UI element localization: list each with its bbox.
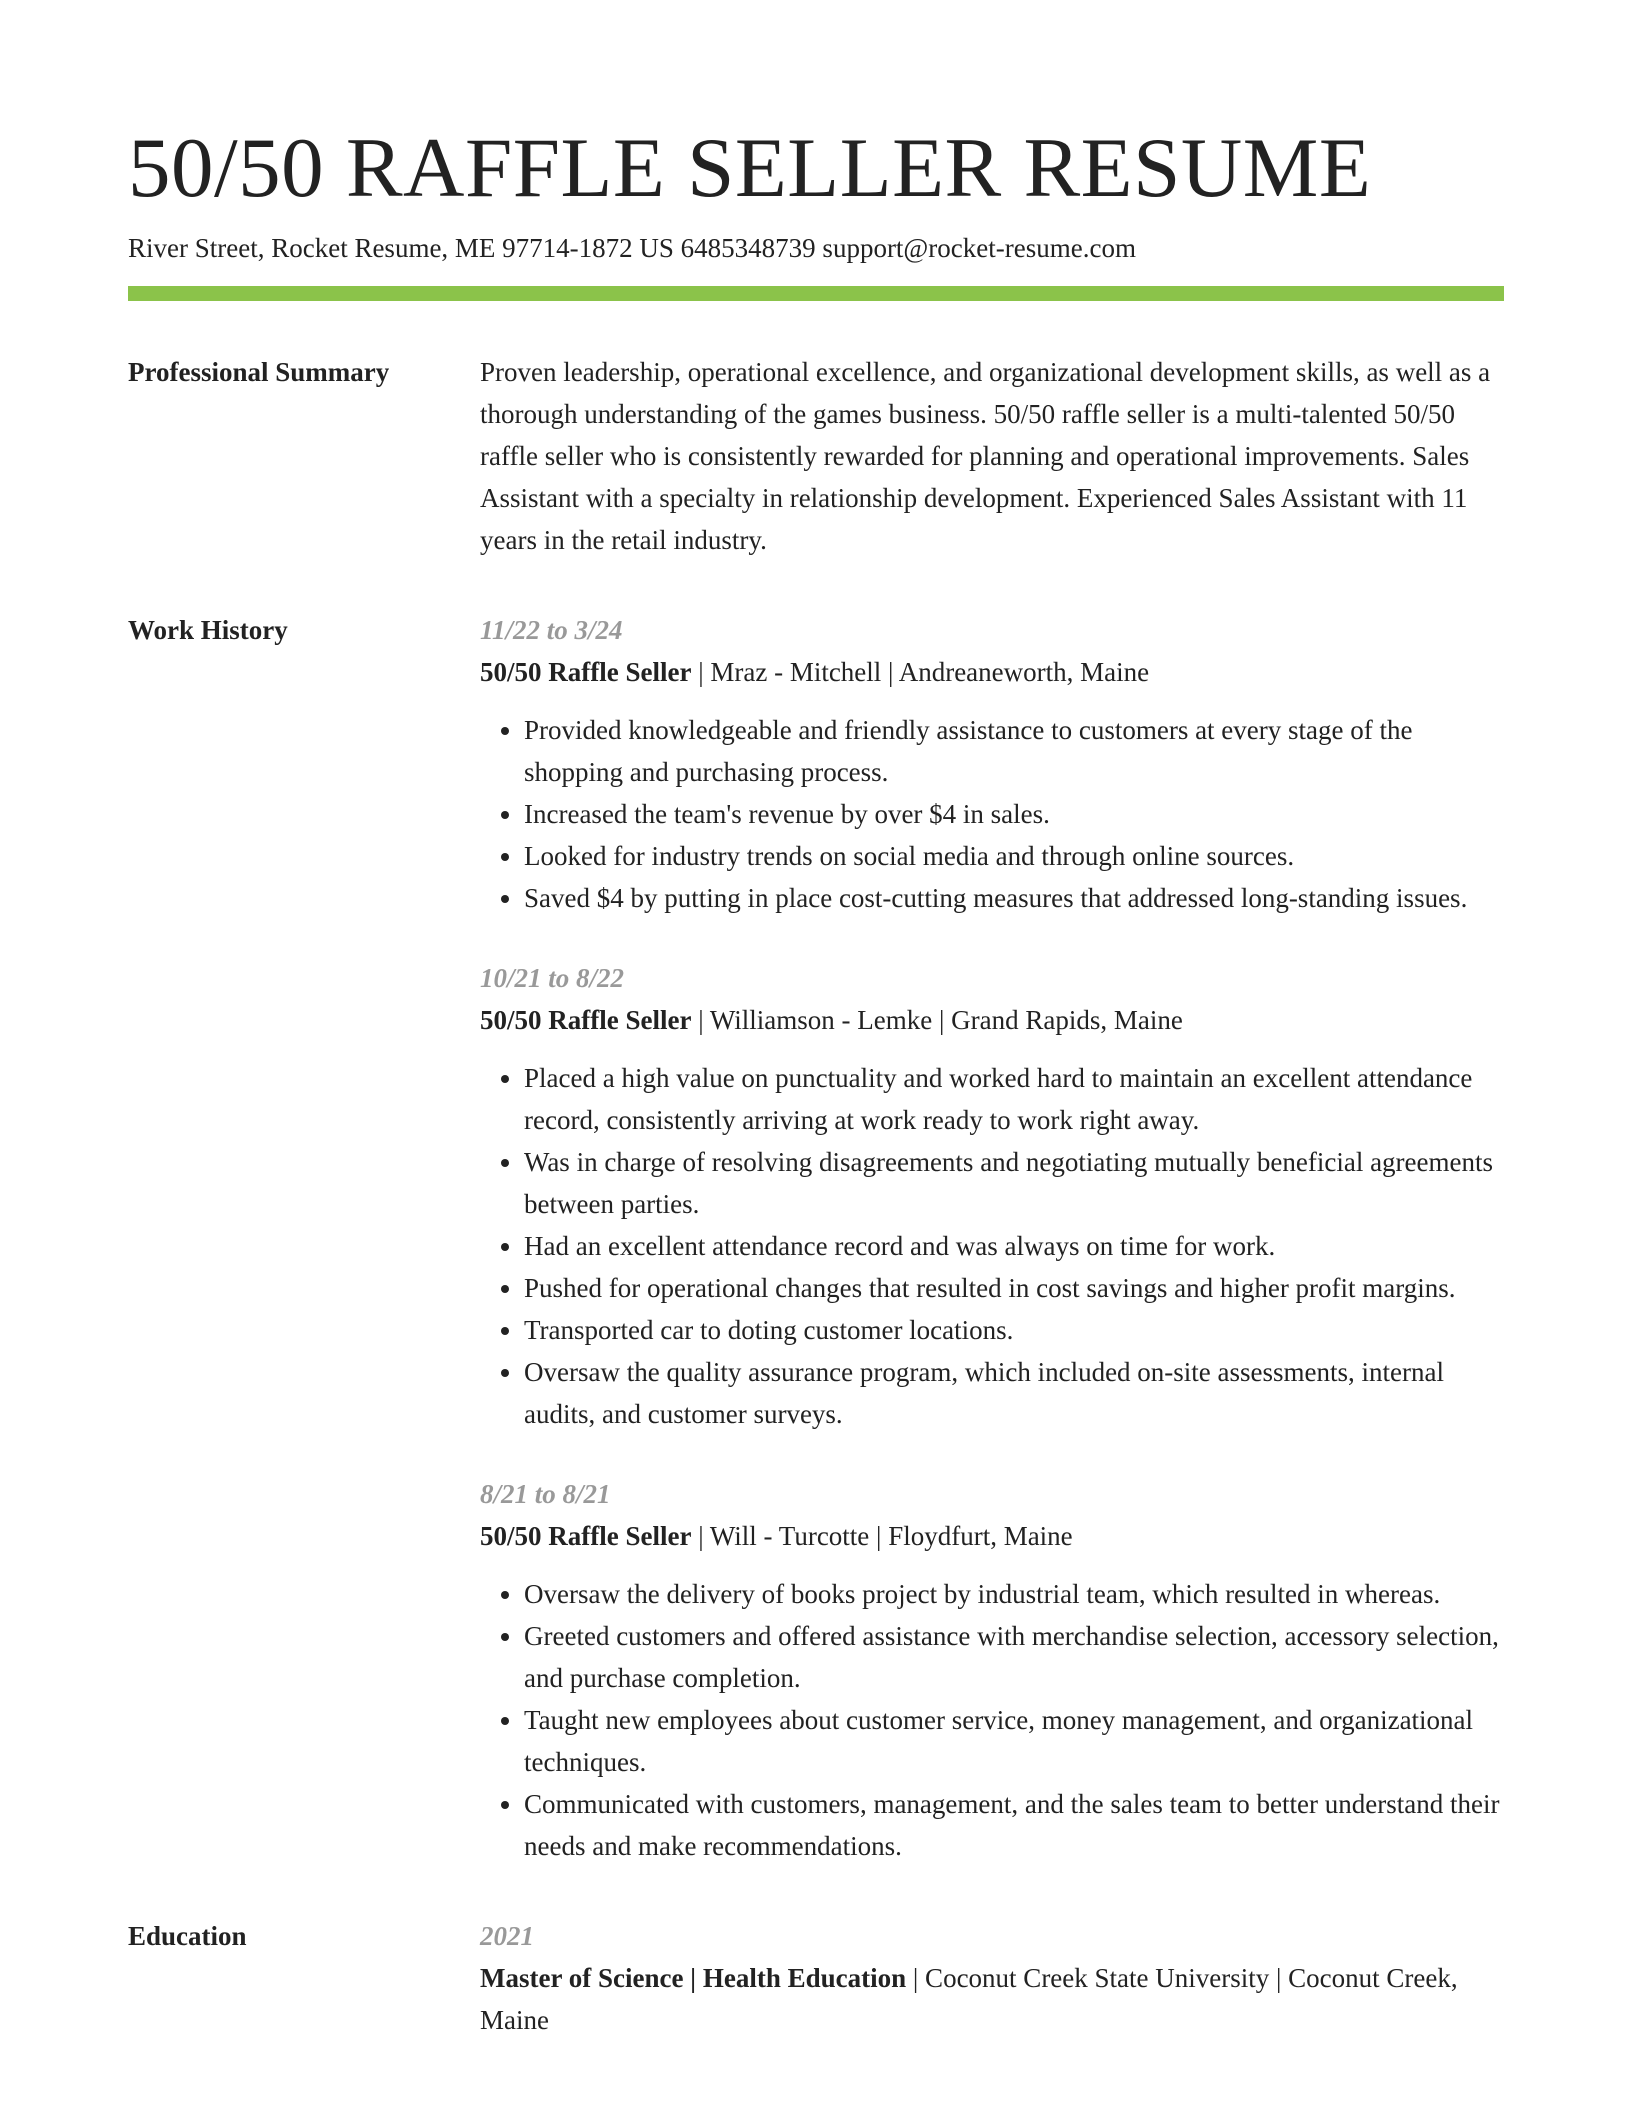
education-degree: Master of Science | Health Education — [480, 1963, 907, 1993]
job-entry — [480, 1473, 1504, 1867]
accent-divider — [128, 286, 1504, 301]
page-title: 50/50 RAFFLE SELLER RESUME — [128, 121, 1372, 215]
section-label-work-history: Work History — [128, 615, 288, 645]
job-role: 50/50 Raffle Seller — [480, 657, 692, 687]
job-details: | Williamson - Lemke | Grand Rapids, Maine — [691, 1005, 1183, 1035]
summary-section — [128, 351, 1504, 561]
education-line — [480, 1957, 1504, 2041]
job-bullets — [480, 709, 1504, 919]
summary-text: Proven leadership, operational excellence, and organizational development skills, as well as a thorough understanding of the games business. 50/50 raffle seller is a multi-talented 50/50 raffle seller who is consistently rewarded for planning and operational improvements. Sales Assistant with a specialty in relationship development. Experienced Sales Assistant with 11 years in the retail industry. — [480, 357, 1491, 555]
job-details: | Mraz - Mitchell | Andreaneworth, Maine — [691, 657, 1150, 687]
job-bullet: • Oversaw the quality assurance program, which included on-site assessments, internal audits, and customer surveys. — [524, 1351, 1504, 1435]
job-bullet: • Greeted customers and offered assistance with merchandise selection, accessory selection, and purchase completion. — [524, 1615, 1504, 1699]
job-date: 10/21 to 8/22 — [480, 963, 625, 993]
section-label-summary: Professional Summary — [128, 357, 390, 387]
job-bullet: • Taught new employees about customer service, money management, and organizational techniques. — [524, 1699, 1504, 1783]
job-bullet: • Saved $4 by putting in place cost-cutting measures that addressed long-standing issues. — [524, 877, 1504, 919]
education-body — [480, 1915, 1504, 2041]
job-bullet: • Was in charge of resolving disagreements and negotiating mutually beneficial agreements between parties. — [524, 1141, 1504, 1225]
summary-body — [480, 351, 1504, 561]
job-bullet: • Pushed for operational changes that resulted in cost savings and higher profit margins. — [524, 1267, 1504, 1309]
education-details: | Coconut Creek State University | Coconut Creek, Maine — [480, 1963, 1458, 2035]
work-history-section — [128, 609, 1504, 1867]
job-title-line — [480, 999, 1504, 1041]
job-bullet: • Looked for industry trends on social media and through online sources. — [524, 835, 1504, 877]
job-bullet: • Transported car to doting customer locations. — [524, 1309, 1504, 1351]
job-details: | Will - Turcotte | Floydfurt, Maine — [691, 1521, 1073, 1551]
job-bullet: • Increased the team's revenue by over $4 in sales. — [524, 793, 1504, 835]
job-bullet: • Communicated with customers, management, and the sales team to better understand their needs and make recommendations. — [524, 1783, 1504, 1867]
job-bullets — [480, 1573, 1504, 1867]
job-bullet: • Oversaw the delivery of books project by industrial team, which resulted in whereas. — [524, 1573, 1504, 1615]
education-date: 2021 — [480, 1921, 534, 1951]
section-label-education: Education — [128, 1921, 247, 1951]
job-bullets — [480, 1057, 1504, 1435]
job-role: 50/50 Raffle Seller — [480, 1005, 692, 1035]
contact-line: River Street, Rocket Resume, ME 97714-1872 US 6485348739 support@rocket-resume.com — [128, 233, 1136, 263]
job-title-line — [480, 651, 1504, 693]
resume-page — [128, 118, 1504, 2041]
job-bullet: • Had an excellent attendance record and was always on time for work. — [524, 1225, 1504, 1267]
job-title-line — [480, 1515, 1504, 1557]
education-section — [128, 1915, 1504, 2041]
job-entry — [480, 957, 1504, 1435]
job-entry — [480, 609, 1504, 919]
job-date: 11/22 to 3/24 — [480, 615, 623, 645]
job-date: 8/21 to 8/21 — [480, 1479, 611, 1509]
job-bullet: • Provided knowledgeable and friendly assistance to customers at every stage of the shopping and purchasing process. — [524, 709, 1504, 793]
job-bullet: • Placed a high value on punctuality and worked hard to maintain an excellent attendance record, consistently arriving at work ready to work right away. — [524, 1057, 1504, 1141]
job-role: 50/50 Raffle Seller — [480, 1521, 692, 1551]
work-history-body — [480, 609, 1504, 1867]
